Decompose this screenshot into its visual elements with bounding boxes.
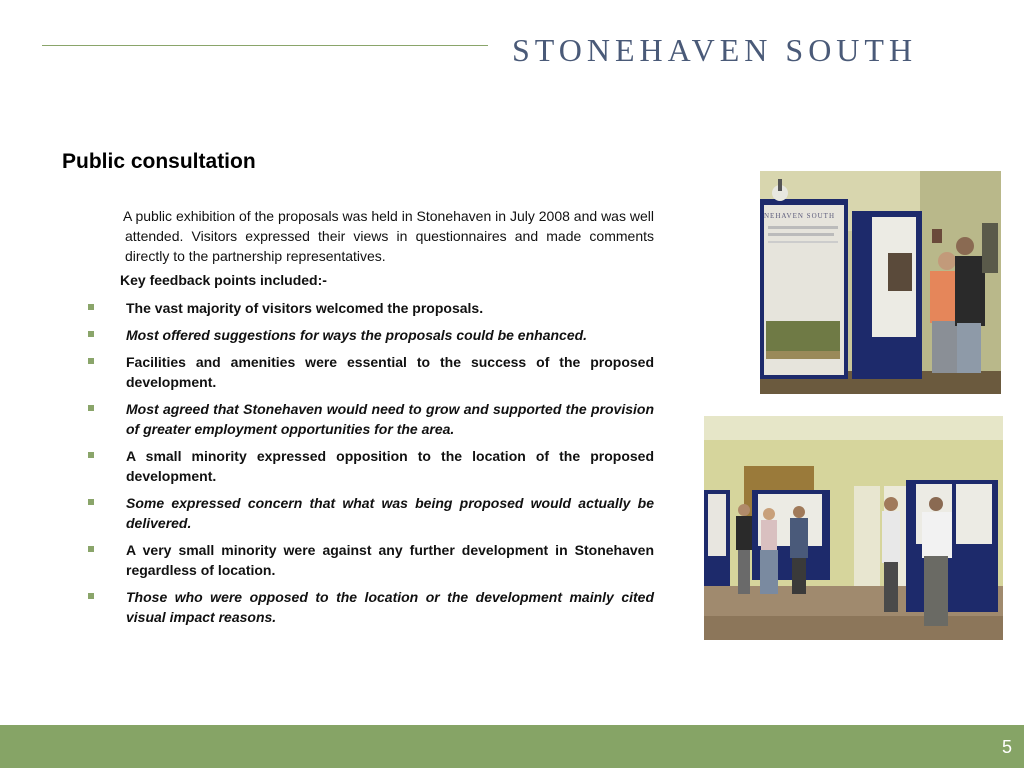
feedback-list: [88, 298, 654, 634]
list-item-text: Most agreed that Stonehaven would need to grow and supported the provision of greater employment opportunities for the area.: [126, 401, 654, 437]
list-item: [88, 540, 654, 580]
bullet-square-icon: [88, 405, 94, 411]
bullet-square-icon: [88, 304, 94, 310]
list-item: [88, 399, 654, 439]
list-item: [88, 446, 654, 486]
bullet-square-icon: [88, 546, 94, 552]
bullet-square-icon: [88, 499, 94, 505]
list-item-text: The vast majority of visitors welcomed the proposals.: [126, 300, 484, 316]
list-item: [88, 298, 654, 318]
list-item: [88, 325, 654, 345]
list-item: [88, 352, 654, 392]
bullet-square-icon: [88, 331, 94, 337]
list-item: [88, 493, 654, 533]
bullet-square-icon: [88, 593, 94, 599]
exhibition-photo-boards: [760, 171, 1001, 394]
list-item-text: Some expressed concern that what was being proposed would actually be delivered.: [126, 495, 654, 531]
list-item-text: Most offered suggestions for ways the proposals could be enhanced.: [126, 327, 588, 343]
brand-logo-text: STONEHAVEN SOUTH: [512, 32, 918, 68]
list-item-text: Those who were opposed to the location or the development mainly cited visual impact reasons.: [126, 589, 654, 625]
board-text: NEHAVEN SOUTH: [764, 212, 836, 220]
list-item: [88, 587, 654, 627]
exhibition-photo-room: [704, 416, 1003, 640]
header-rule: [42, 45, 488, 46]
page-number: 5: [1001, 737, 1012, 757]
footer-bar: [0, 725, 1024, 768]
bullet-square-icon: [88, 452, 94, 458]
bullet-square-icon: [88, 358, 94, 364]
list-item-text: Facilities and amenities were essential to the success of the proposed development.: [126, 354, 654, 390]
list-item-text: A very small minority were against any further development in Stonehaven regardless of location.: [126, 542, 654, 578]
key-feedback-heading: Key feedback points included:-: [120, 272, 327, 288]
list-item-text: A small minority expressed opposition to the location of the proposed development.: [126, 448, 654, 484]
intro-paragraph: A public exhibition of the proposals was held in Stonehaven in July 2008 and was well attended. Visitors expressed their views in questionnaires and made comments directly to the partnership representatives.: [123, 208, 654, 264]
page-title: Public consultation: [62, 150, 256, 173]
